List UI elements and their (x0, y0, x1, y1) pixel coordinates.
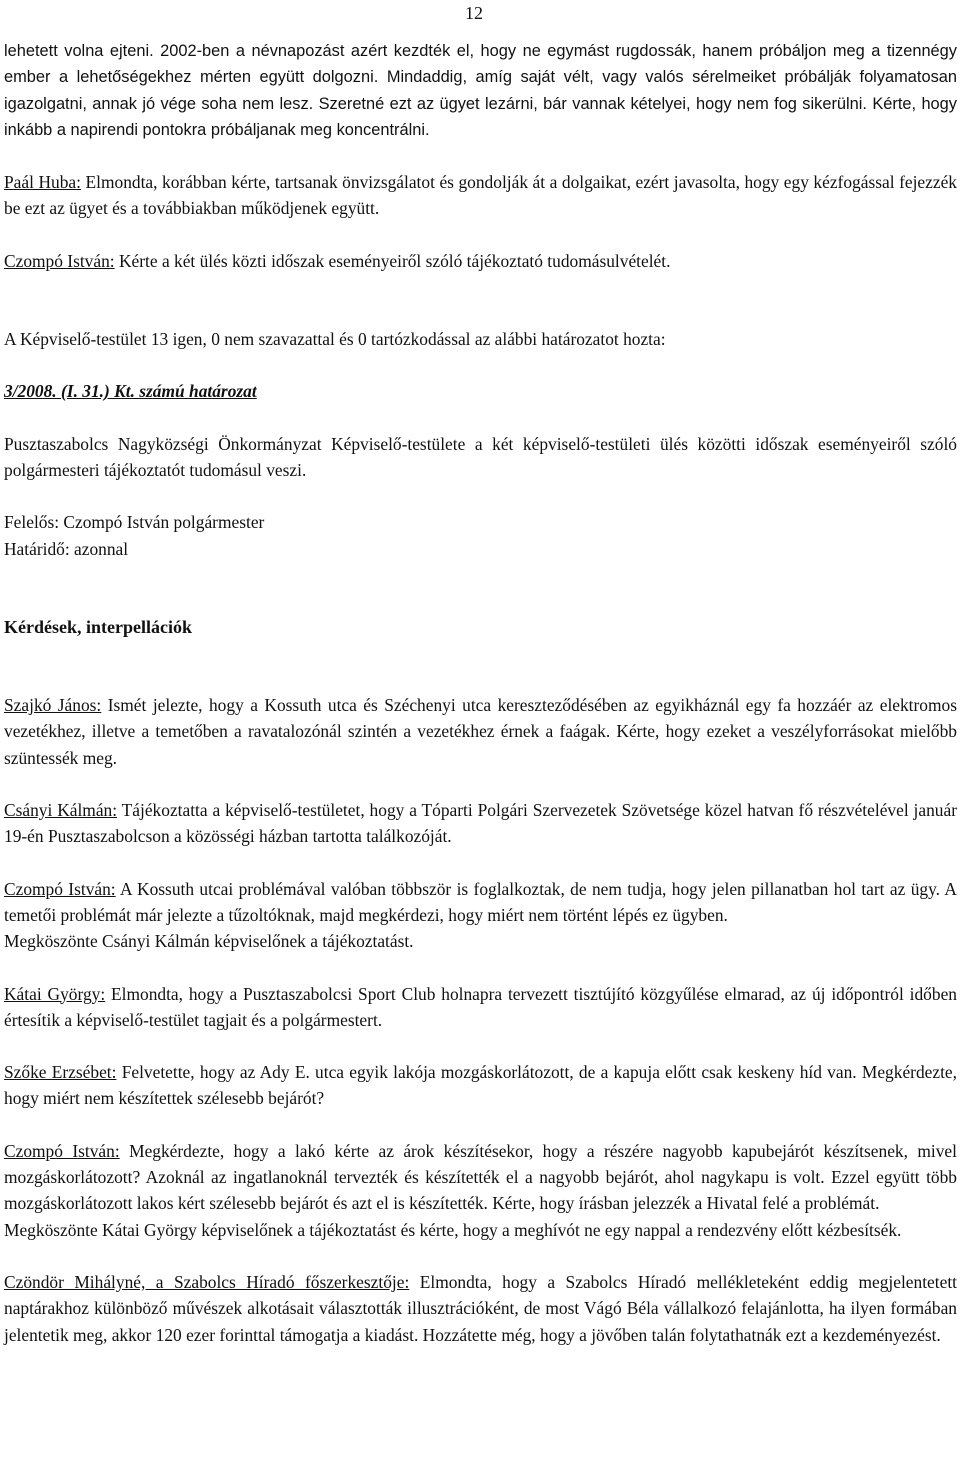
speaker-name: Szajkó János: (4, 695, 102, 716)
section-heading: Kérdések, interpellációk (4, 616, 192, 637)
paragraph-text: Megkérdezte, hogy a lakó kérte az árok készítésekor, hogy a részére nagyobb kapubejárót készítsenek, mivel mozgáskorlátozott? Azoknál az ingatlanoknál tervezték és készítették el a nagyobb bejárót, ahol nagykapu is volt. Ezzel együtt több mozgáskorlátozott lakos kért szélesebb bejárót és azt el is készítették. Kérte, hogy írásban jelezzék a Hivatal felé a problémát. (4, 1140, 957, 1214)
resolution-title: 3/2008. (I. 31.) Kt. számú határozat (4, 381, 257, 402)
csanyi-paragraph (4, 797, 957, 850)
czompo-paragraph-3 (4, 1138, 957, 1217)
resolution-text: Pusztaszabolcs Nagyközségi Önkormányzat Képviselő-testülete a két képviselő-testületi ülés közötti időszak eseményeiről szóló polgármesteri tájékoztatót tudomásul veszi. (4, 433, 957, 480)
paragraph-text: Kérte a két ülés közti időszak eseményeiről szóló tájékoztató tudomásulvételét. (114, 250, 671, 271)
paragraph-text: Elmondta, hogy a Pusztaszabolcsi Sport Club holnapra tervezett tisztújító közgyűlése elmarad, az új időpontról időben értesítik a képviselő-testület tagjait és a polgármestert. (4, 983, 957, 1030)
czompo-paragraph-2 (4, 876, 957, 929)
paragraph-text: Felvetette, hogy az Ady E. utca egyik lakója mozgáskorlátozott, de a kapuja előtt csak keskeny híd van. Megkérdezte, hogy miért nem készítettek szélesebb bejárót? (4, 1062, 957, 1109)
czompo-paragraph-1 (4, 248, 957, 274)
speaker-name: Czompó István: (4, 878, 116, 899)
document-body (4, 38, 957, 1348)
paal-huba-paragraph (4, 169, 957, 222)
paragraph-text: A Kossuth utcai problémával valóban többször is foglalkoztak, de nem tudja, hogy jelen pillanatban hol tart az ügy. A temetői problémát már jelezte a tűzoltóknak, majd megkérdezi, hogy miért nem történt lépés ez ügyben. (4, 878, 957, 925)
czompo-thanks-1: Megköszönte Csányi Kálmán képviselőnek a tájékoztatást. (4, 931, 414, 952)
speaker-name: Kátai György: (4, 983, 106, 1004)
speaker-name: Czompó István: (4, 250, 115, 271)
speaker-name: Czöndör Mihályné, a Szabolcs Híradó főszerkesztője: (4, 1271, 410, 1292)
paragraph-text: Elmondta, korábban kérte, tartsanak önvizsgálatot és gondolják át a dolgaikat, ezért javasolta, hogy egy kézfogással fejezzék be ezt az ügyet és a továbbiakban működjenek együtt. (4, 172, 957, 219)
responsible-line: Felelős: Czompó István polgármester (4, 512, 265, 533)
szajko-paragraph (4, 692, 957, 771)
speaker-name: Paál Huba: (4, 172, 81, 193)
paragraph-text: Tájékoztatta a képviselő-testületet, hogy a Tóparti Polgári Szervezetek Szövetsége közel hatvan fő részvételével január 19-én Pusztaszabolcson a közösségi házban tartotta találkozóját. (4, 800, 957, 847)
czondor-paragraph (4, 1269, 957, 1348)
paragraph-text: Elmondta, hogy a Szabolcs Híradó mellékleteként eddig megjelentetett naptárakhoz különböző művészek alkotásait választották illusztrációként, de most Vágó Béla vállalkozó felajánlotta, ha ilyen formában jelentetik meg, akkor 120 ezer forinttal támogatja a kiadást. Hozzátette még, hogy a jövőben talán folytathatnák ezt a kezdeményezést. (4, 1271, 957, 1345)
deadline-line: Határidő: azonnal (4, 538, 129, 559)
katai-paragraph (4, 981, 957, 1034)
page-number: 12 (465, 3, 483, 23)
intro-paragraph: lehetett volna ejteni. 2002-ben a névnapozást azért kezdték el, hogy ne egymást rugdossák, hanem próbáljon meg a tizennégy ember a lehetőségekhez mérten együtt dolgozni. Mindaddig, amíg saját vélt, vagy valós sérelmeiket próbálják folyamatosan igazolgatni, annak jó vége soha nem lesz. Szeretné ezt az ügyet lezárni, bár vannak kételyei, hogy nem fog sikerülni. Kérte, hogy inkább a napirendi pontokra próbáljanak meg koncentrálni. (4, 42, 957, 139)
speaker-name: Csányi Kálmán: (4, 800, 118, 821)
speaker-name: Szőke Erzsébet: (4, 1062, 117, 1083)
paragraph-text: Ismét jelezte, hogy a Kossuth utca és Széchenyi utca kereszteződésében az egyikháznál egy fa hozzáér az elektromos vezetékhez, illetve a temetőben a ravatalozónál szintén a vezetékhez érnek a faágak. Kérte, hogy ezeket a veszélyforrásokat mielőbb szüntessék meg. (4, 695, 957, 768)
vote-result: A Képviselő-testület 13 igen, 0 nem szavazattal és 0 tartózkodással az alábbi határozatot hozta: (4, 329, 666, 350)
speaker-name: Czompó István: (4, 1140, 120, 1161)
czompo-thanks-2: Megköszönte Kátai György képviselőnek a tájékoztatást és kérte, hogy a meghívót ne egy nappal a rendezvény előtt kézbesítsék. (4, 1219, 902, 1240)
szoke-paragraph (4, 1059, 957, 1112)
